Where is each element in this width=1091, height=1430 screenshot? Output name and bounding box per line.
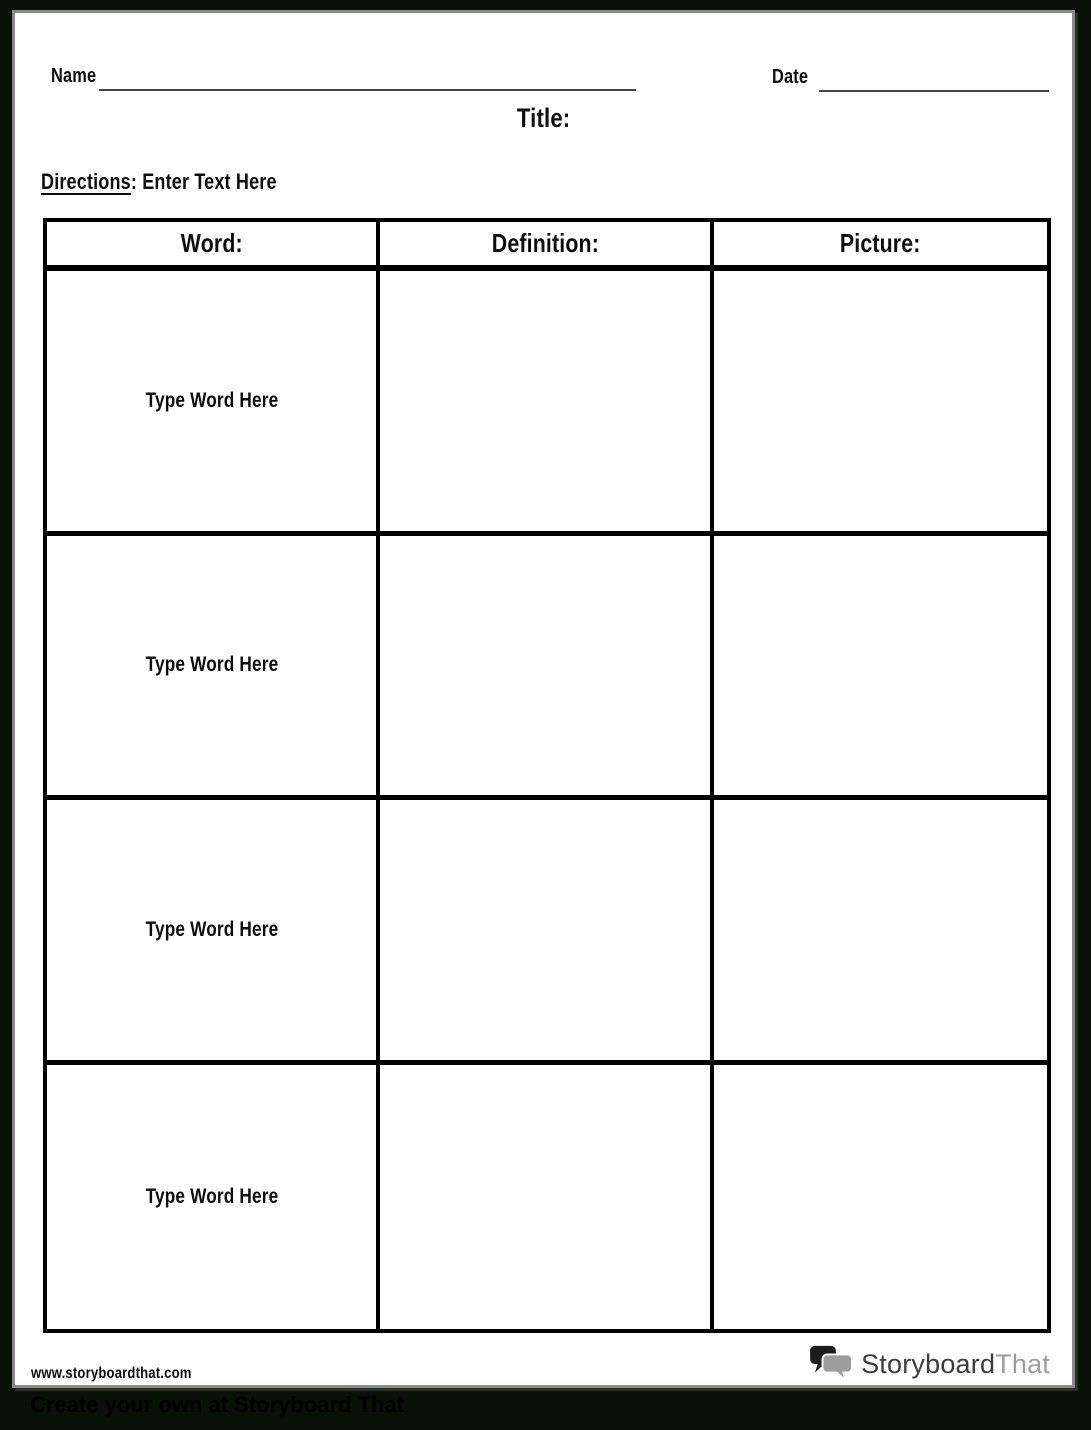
column-header-picture xyxy=(714,222,1047,271)
page-title[interactable] xyxy=(15,103,1072,134)
date-label-text: Date xyxy=(772,66,809,88)
word-placeholder-text: Type Word Here xyxy=(145,917,279,941)
column-header-definition-text: Definition: xyxy=(491,228,599,258)
definition-cell[interactable] xyxy=(380,536,713,801)
word-cell[interactable] xyxy=(47,271,380,536)
name-fill-line[interactable] xyxy=(99,49,636,91)
column-header-definition xyxy=(380,222,713,271)
watermark-text: Create your own at Storyboard That xyxy=(30,1392,405,1417)
directions-text: : Enter Text Here xyxy=(130,169,277,194)
vocabulary-table xyxy=(43,218,1051,1333)
definition-cell[interactable] xyxy=(380,800,713,1065)
website-url-text: www.storyboardthat.com xyxy=(31,1365,192,1382)
picture-cell[interactable] xyxy=(714,271,1047,536)
logo-wordmark xyxy=(861,1349,1050,1380)
date-label xyxy=(772,66,816,89)
column-header-picture-text: Picture: xyxy=(839,228,921,258)
column-header-word-text: Word: xyxy=(180,228,243,258)
word-placeholder-text: Type Word Here xyxy=(145,653,279,677)
date-fill-line[interactable] xyxy=(819,50,1049,92)
directions-label: Directions xyxy=(41,169,131,194)
page-title-text: Title: xyxy=(516,103,571,133)
logo-word-storyboard: Storyboard xyxy=(861,1348,996,1379)
word-placeholder-text: Type Word Here xyxy=(145,1184,279,1208)
definition-cell[interactable] xyxy=(380,1065,713,1330)
column-header-word xyxy=(47,222,380,271)
name-label-text: Name xyxy=(51,65,97,87)
picture-cell[interactable] xyxy=(714,536,1047,801)
picture-cell[interactable] xyxy=(714,1065,1047,1330)
word-placeholder-text: Type Word Here xyxy=(145,388,279,412)
picture-cell[interactable] xyxy=(714,800,1047,1065)
logo-word-that: That xyxy=(995,1348,1050,1379)
definition-cell[interactable] xyxy=(380,271,713,536)
directions[interactable] xyxy=(41,169,328,195)
storyboardthat-logo xyxy=(809,1344,1050,1384)
worksheet-page xyxy=(12,10,1075,1388)
word-cell[interactable] xyxy=(47,1065,380,1330)
name-label xyxy=(51,65,106,88)
word-cell[interactable] xyxy=(47,800,380,1065)
website-url xyxy=(31,1365,227,1383)
speech-bubbles-icon xyxy=(809,1344,855,1384)
word-cell[interactable] xyxy=(47,536,380,801)
